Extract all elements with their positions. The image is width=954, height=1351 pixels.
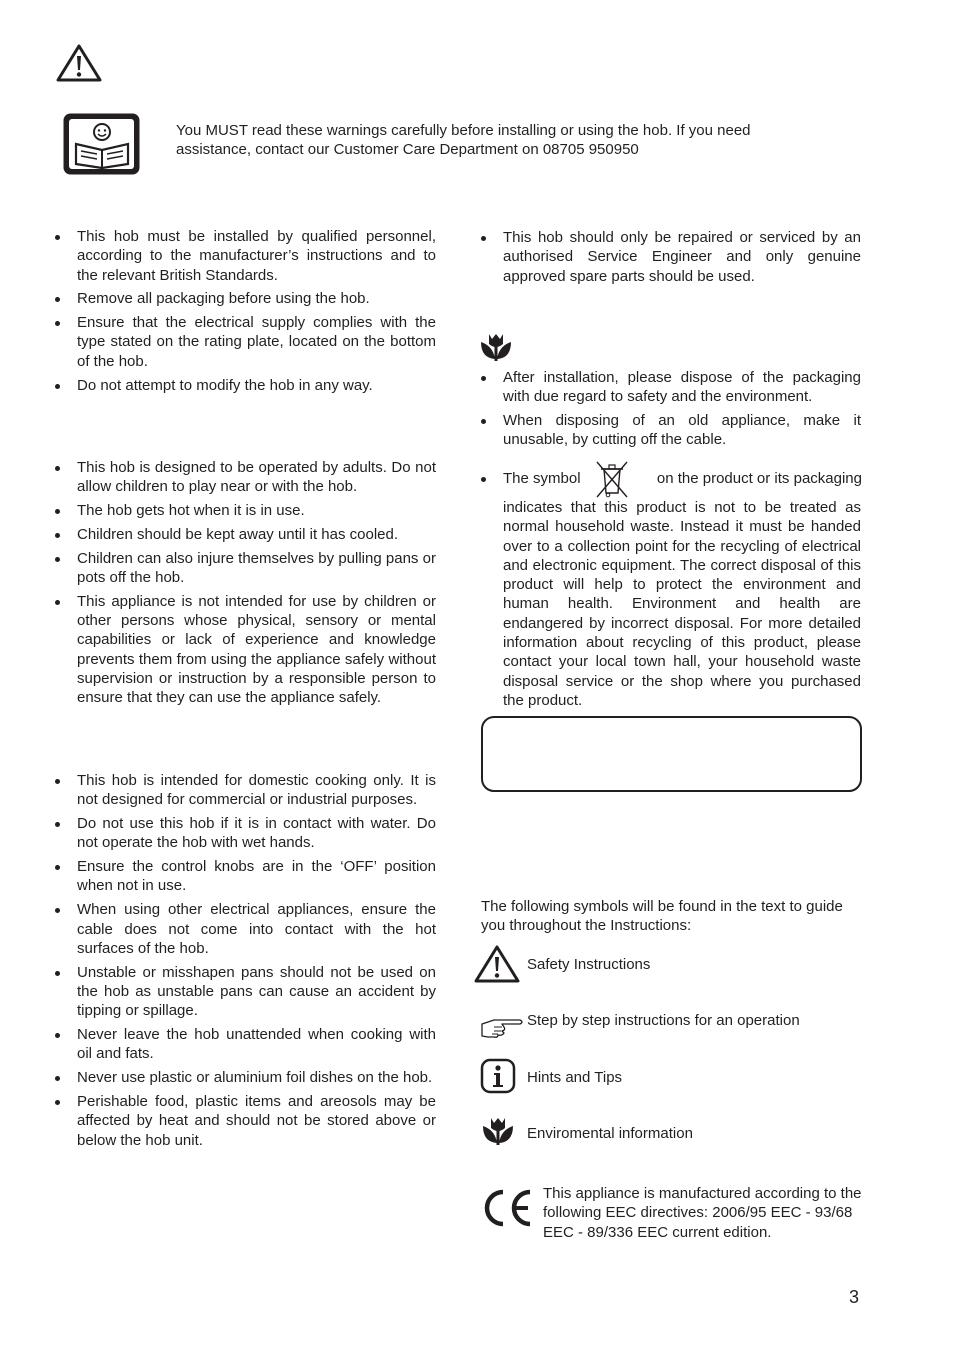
page-number: 3 xyxy=(849,1287,860,1307)
list-item: Children can also injure themselves by pulling pans or pots off the hob. xyxy=(54,549,436,588)
list-item: Unstable or misshapen pans should not be used on the hob as unstable pans can cause an accident by tipping or spillage. xyxy=(54,963,436,1021)
list-item: Remove all packaging before using the hob. xyxy=(54,289,436,308)
list-item: Children should be kept away until it has cooled. xyxy=(54,525,436,544)
weee-bullet xyxy=(481,477,486,482)
symbol-label: Safety Instructions xyxy=(527,956,651,973)
list-item: After installation, please dispose of the packaging with due regard to safety and the environment. xyxy=(480,368,861,407)
service-list xyxy=(480,228,861,290)
list-item: This hob must be installed by qualified personnel, according to the manufacturer’s instructions and to the relevant British Standards. xyxy=(54,227,436,285)
list-item: Never use plastic or aluminium foil dishes on the hob. xyxy=(54,1068,436,1087)
installation-list xyxy=(54,227,436,399)
environment-flower-icon xyxy=(481,1115,515,1147)
warning-triangle-icon xyxy=(55,43,103,83)
weee-after: on the product or its packaging xyxy=(656,470,862,487)
ce-mark-icon xyxy=(480,1186,536,1230)
symbol-label: Enviromental information xyxy=(527,1125,693,1142)
list-item: This appliance is not intended for use by children or other persons whose physical, sensory or mental capabilities or lack of experience and knowledge prevents them from using the appliance safely without supervision or instruction by a responsible person to ensure that they can use the appliance safely. xyxy=(54,592,436,708)
ce-text: This appliance is manufactured according to the following EEC directives: 2006/95 EEC - 93/68 EEC - 89/336 EEC current edition. xyxy=(543,1185,862,1241)
symbol-safety xyxy=(474,944,874,986)
weee-text: indicates that this product is not to be treated as normal household waste. Instead it must be handed over to a collection point for the recycling of electrical and electronic equipment. The correct disposal of this product will help to protect the environment and human health. Environment and health are endangered by incorrect disposal. For more detailed information about recycling of this product, please contact your local town hall, your household waste disposal service or the shop where you purchased the product. xyxy=(503,499,861,709)
symbol-env xyxy=(474,1115,874,1149)
general-safety-list xyxy=(54,771,436,1154)
symbol-step xyxy=(474,1011,874,1041)
environment-list xyxy=(480,368,861,454)
list-item: When disposing of an old appliance, make it unusable, by cutting off the cable. xyxy=(480,411,861,450)
symbol-label: Step by step instructions for an operation xyxy=(527,1012,800,1029)
symbol-label: Hints and Tips xyxy=(527,1069,623,1086)
intro-text: You MUST read these warnings carefully before installing or using the hob. If you need assistance, contact our Customer Care Department on 08705 950950 xyxy=(176,122,751,159)
info-icon xyxy=(480,1058,516,1094)
environment-flower-icon xyxy=(479,331,513,363)
list-item: This hob is intended for domestic cooking only. It is not designed for commercial or industrial purposes. xyxy=(54,771,436,810)
list-item: The hob gets hot when it is in use. xyxy=(54,501,436,520)
list-item: Do not use this hob if it is in contact with water. Do not operate the hob with wet hands. xyxy=(54,814,436,853)
crossed-bin-icon xyxy=(594,459,630,499)
list-item: Do not attempt to modify the hob in any way. xyxy=(54,376,436,395)
read-manual-icon xyxy=(62,112,142,177)
list-item: Perishable food, plastic items and areosols may be affected by heat and should not be stored above or below the hob unit. xyxy=(54,1092,436,1150)
warning-triangle-icon xyxy=(474,944,520,984)
list-item: Ensure that the electrical supply complies with the type stated on the rating plate, located on the bottom of the hob. xyxy=(54,313,436,371)
list-item: This hob should only be repaired or serviced by an authorised Service Engineer and only genuine approved spare parts should be used. xyxy=(480,228,861,286)
symbols-intro: The following symbols will be found in the text to guide you throughout the Instructions: xyxy=(481,898,843,935)
list-item: Never leave the hob unattended when cooking with oil and fats. xyxy=(54,1025,436,1064)
list-item: When using other electrical appliances, ensure the cable does not come into contact with the hot surfaces of the hob. xyxy=(54,900,436,958)
list-item: This hob is designed to be operated by adults. Do not allow children to play near or with the hob. xyxy=(54,458,436,497)
child-safety-list xyxy=(54,458,436,712)
empty-frame xyxy=(481,716,862,792)
symbol-hints xyxy=(474,1058,874,1096)
pointing-hand-icon xyxy=(480,1016,524,1040)
weee-before: The symbol xyxy=(503,470,581,487)
list-item: Ensure the control knobs are in the ‘OFF’ position when not in use. xyxy=(54,857,436,896)
